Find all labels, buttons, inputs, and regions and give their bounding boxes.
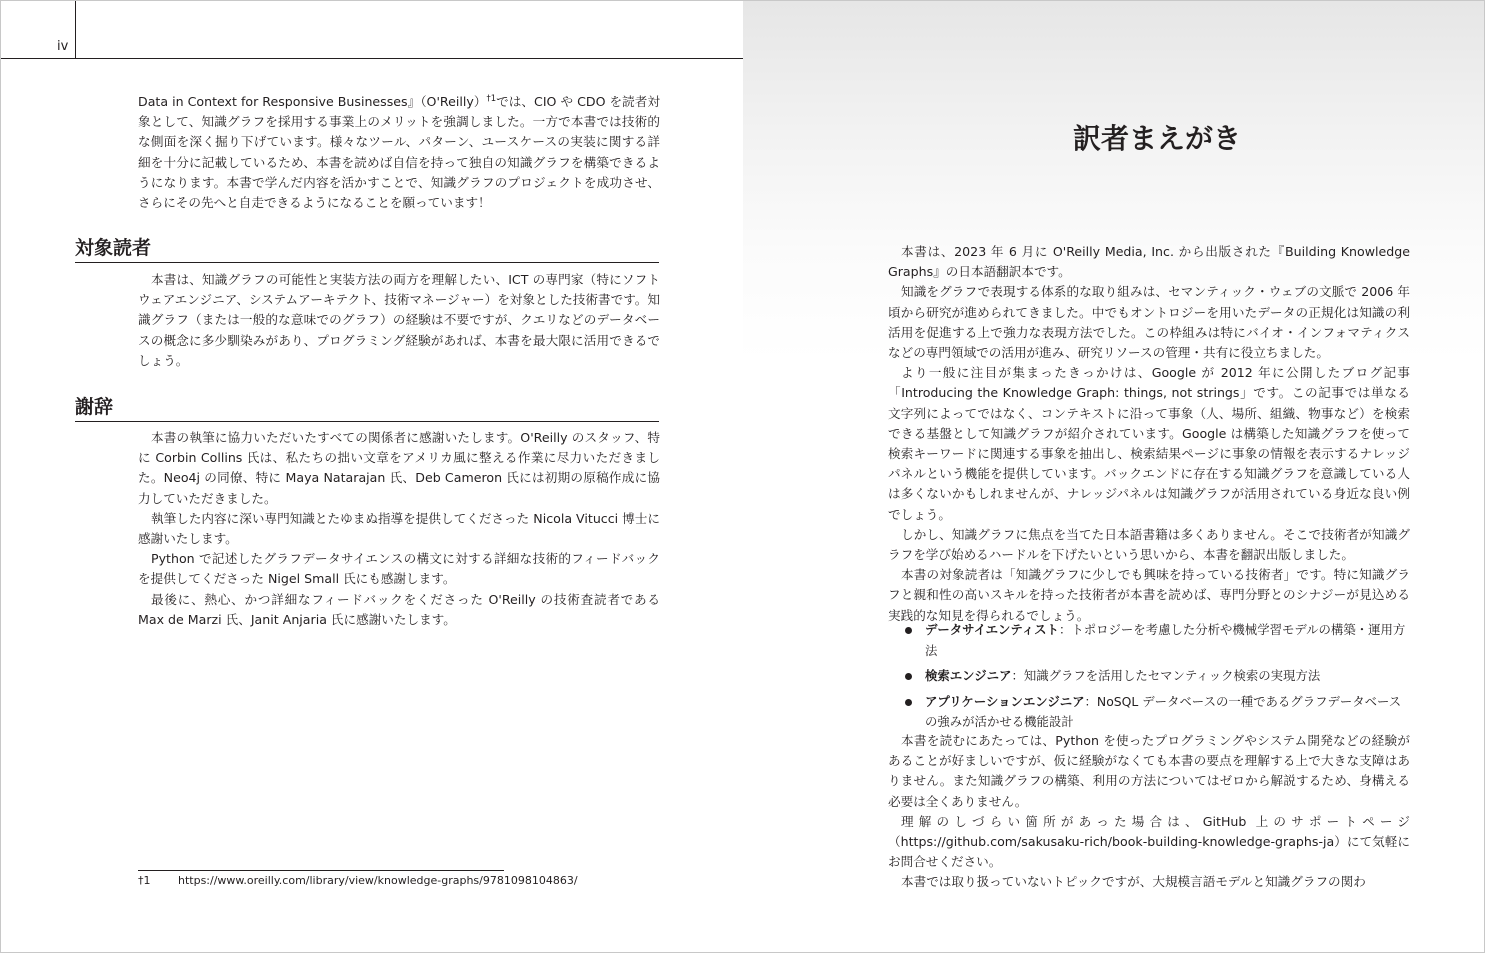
list-item [900, 692, 1412, 733]
right-page-body-top [888, 242, 1410, 626]
footnote [138, 873, 578, 889]
right-page-body-bottom [888, 731, 1410, 893]
acknowledgments-paragraph: Python で記述したグラフデータサイエンスの構文に対する詳細な技術的フィードバックを提供してくださった Nigel Small 氏にも感謝します。 [138, 551, 660, 587]
header-rule [1, 58, 743, 59]
list-item [900, 620, 1412, 661]
list-item-term: データサイエンティスト [925, 622, 1059, 637]
preface-paragraph: より一般に注目が集まったきっかけは、Google が 2012 年に公開したブログ記事「Introducing the Knowledge Graph: things, not strings」です。この記事では単なる文字列によってではなく、コンテキストに沿って事象（人、場所、組織、物事など）を検索できる基盤として知識グラフが紹介されています。Google は構築した知識グラフを使って検索キーワードに関連する事象を抽出し、検索結果ページに事象の情報を表示するナレッジパネルという機能を提供しています。バックエンドに存在する知識グラフを意識している人は多くないかもしれませんが、ナレッジパネルは知識グラフが活用されている身近な良い例でしょう。 [888, 365, 1410, 522]
acknowledgments-paragraph: 執筆した内容に深い専門知識とたゆまぬ指導を提供してくださった Nicola Vitucci 博士に感謝いたします。 [138, 510, 660, 547]
list-item-term: アプリケーションエンジニア [925, 693, 1085, 709]
header-vertical-rule [75, 1, 76, 58]
preface-paragraph: 本書は、2023 年 6 月に O'Reilly Media, Inc. から出版された『Building Knowledge Graphs』の日本語翻訳本です。 [888, 244, 1410, 280]
preface-paragraph: 理解のしづらい箇所があった場合は、GitHub 上のサポートページ（https://github.com/sakusaku-rich/book-building-knowledge-graphs-ja）にて気軽にお問合せください。 [888, 813, 1410, 870]
page-title: 訳者まえがき [1072, 122, 1241, 155]
footnote-mark: †1 [138, 874, 151, 887]
list-item-term: 検索エンジニア [925, 668, 1012, 683]
footnote-rule [138, 870, 504, 871]
list-item [900, 666, 1412, 687]
intro-text-after-ref: では、CIO や CDO を読者対象として、知識グラフを採用する事業上のメリットを強調しました。一方で本書では技術的な側面を深く掘り下げています。様々なツール、パターン、ユースケースの実装に関する詳細を十分に記載しているため、本書を読めば自信を持って独自の知識グラフを構築できるようになります。本書で学んだ内容を活かすことで、知識グラフのプロジェクトを成功させ、さらにその先へと自走できるようになることを願っています！ [138, 94, 660, 211]
acknowledgments-paragraph: 本書の執筆に協力いただいたすべての関係者に感謝いたします。O'Reilly のスタッフ、特に Corbin Collins 氏は、私たちの拙い文章をアメリカ風に整える作業に尽力いただきました。Neo4j の同僚、特に Maya Natarajan 氏、Deb Cameron 氏には初期の原稿作成に協力していただきました。 [138, 430, 660, 506]
intro-text-before-ref: Data in Context for Responsive Businesses』（O'Reilly） [138, 94, 487, 109]
audience-paragraph: 本書は、知識グラフの可能性と実装方法の両方を理解したい、ICT の専門家（特にソフトウェアエンジニア、システムアーキテクト、技術マネージャー）を対象とした技術書です。知識グラフ（または一般的な意味でのグラフ）の経験は不要ですが、クエリなどのデータベースの概念に多少馴染みがあり、プログラミング経験があれば、本書を最大限に活用できるでしょう。 [138, 272, 660, 368]
page-number: iv [57, 39, 69, 54]
footnote-reference[interactable]: †1 [486, 93, 497, 104]
preface-paragraph: 本書の対象読者は「知識グラフに少しでも興味を持っている技術者」です。特に知識グラフと親和性の高いスキルを持った技術者が本書を読めば、専門分野とのシナジーが見込める実践的な知見を得られるでしょう。 [888, 567, 1410, 623]
list-item-desc: ：NoSQL データベースの一種であるグラフデータベースの強みが活かせる機能設計 [925, 693, 1402, 729]
audience-heading: 対象読者 [75, 236, 659, 263]
footnote-url[interactable]: https://www.oreilly.com/library/view/knowledge-graphs/9781098104863/ [178, 874, 578, 887]
preface-paragraph: 本書を読むにあたっては、Python を使ったプログラミングやシステム開発などの経験があることが好ましいですが、仮に経験がなくても本書の要点を理解する上で大きな支障はありません。また知識グラフの構築、利用の方法についてはゼロから解説するため、身構える必要は全くありません。 [888, 733, 1411, 809]
acknowledgments-paragraph: 最後に、熱心、かつ詳細なフィードバックをくださった O'Reilly の技術査読者である Max de Marzi 氏、Janit Anjaria 氏に感謝いたします。 [138, 591, 660, 627]
list-item-desc: ：トポロジーを考慮した分析や機械学習モデルの構築・運用方法 [925, 622, 1406, 658]
bullet-icon [905, 673, 912, 680]
preface-paragraph: 知識をグラフで表現する体系的な取り組みは、セマンティック・ウェブの文脈で 2006 年頃から研究が進められてきました。中でもオントロジーを用いたデータの正規化は知識の利活用を促進する上で強力な表現方法でした。この枠組みは特にバイオ・インフォマティクスなどの専門領域での活用が進み、研究リソースの管理・共有に役立ちました。 [888, 284, 1410, 361]
acknowledgments-heading: 謝辞 [75, 395, 659, 422]
bullet-icon [905, 627, 912, 634]
list-item-desc: ：知識グラフを活用したセマンティック検索の実現方法 [1011, 668, 1321, 683]
acknowledgments-body [138, 428, 660, 630]
target-reader-list [900, 620, 1412, 738]
bullet-icon [905, 699, 912, 706]
preface-paragraph: しかし、知識グラフに焦点を当てた日本語書籍は多くありません。そこで技術者が知識グラフを学び始めるハードルを下げたいという思いから、本書を翻訳出版しました。 [888, 526, 1410, 563]
preface-paragraph: 本書では取り扱っていないトピックですが、大規模言語モデルと知識グラフの関わ [901, 874, 1366, 890]
intro-paragraph [138, 92, 660, 213]
